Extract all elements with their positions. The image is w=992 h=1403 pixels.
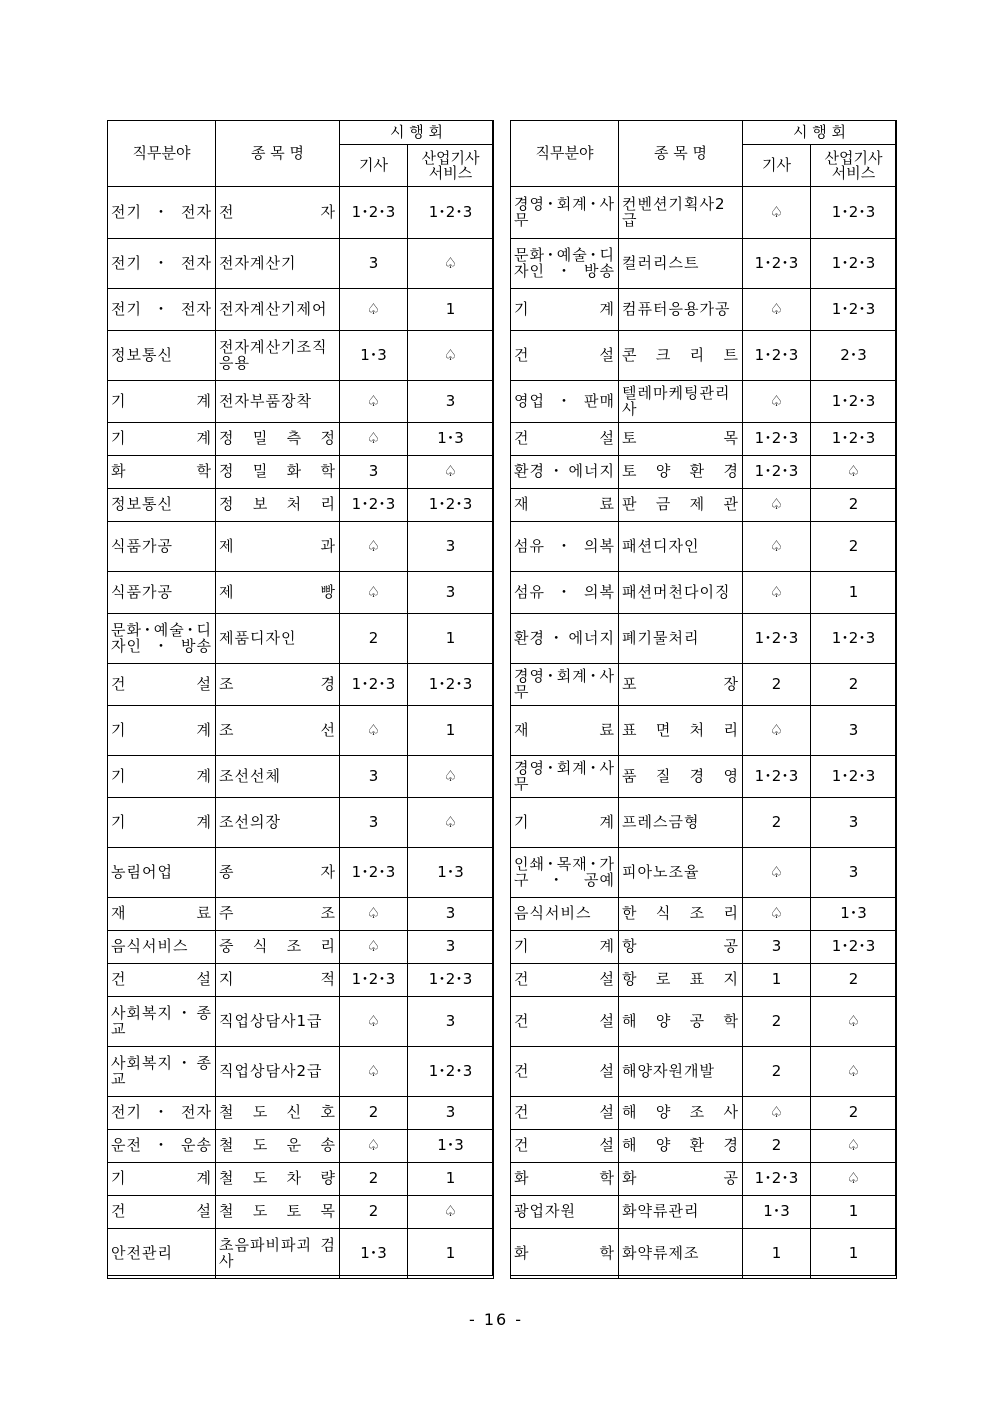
gisa-cell: 1･2･3 xyxy=(340,664,408,706)
gisa-cell: 1 xyxy=(743,964,811,997)
sanup-cell: 3 xyxy=(811,798,897,848)
table-row xyxy=(108,187,494,239)
item-cell: 화약류제조 xyxy=(619,1229,743,1279)
item-cell: 표 면 처 리 xyxy=(619,706,743,756)
table-row xyxy=(108,489,494,522)
table-row xyxy=(511,798,897,848)
field-cell: 정보통신 xyxy=(108,489,216,522)
item-cell: 판 금 제 관 xyxy=(619,489,743,522)
item-cell: 직업상담사2급 xyxy=(216,1047,340,1097)
field-cell: 광업자원 xyxy=(511,1196,619,1229)
table-row xyxy=(511,1097,897,1130)
table-row xyxy=(511,187,897,239)
sanup-cell: 1 xyxy=(811,572,897,614)
table-row xyxy=(511,381,897,423)
table-row xyxy=(108,898,494,931)
field-cell: 음식서비스 xyxy=(108,931,216,964)
field-cell: 건 설 xyxy=(511,1097,619,1130)
gisa-cell: 1･3 xyxy=(340,331,408,381)
table-row xyxy=(108,848,494,898)
item-cell: 조 경 xyxy=(216,664,340,706)
gisa-cell: 3 xyxy=(340,756,408,798)
item-cell: 정 밀 화 학 xyxy=(216,456,340,489)
header-exam: 시 행 회 xyxy=(340,121,494,145)
item-cell: 패션디자인 xyxy=(619,522,743,572)
field-cell: 기 계 xyxy=(108,798,216,848)
sanup-cell: 3 xyxy=(811,706,897,756)
item-cell: 직업상담사1급 xyxy=(216,997,340,1047)
table-row xyxy=(108,239,494,289)
field-cell: 경영･회계･사무 xyxy=(511,756,619,798)
field-cell: 기 계 xyxy=(108,706,216,756)
gisa-cell: 2 xyxy=(340,1097,408,1130)
sanup-cell: 1･2･3 xyxy=(408,1047,494,1097)
sanup-cell: 1 xyxy=(408,1229,494,1279)
field-cell: 기 계 xyxy=(108,423,216,456)
gisa-cell: 3 xyxy=(340,798,408,848)
gisa-cell: ♤ xyxy=(743,1097,811,1130)
sanup-cell: 3 xyxy=(408,931,494,964)
field-cell: 운전･운송 xyxy=(108,1130,216,1163)
table-row xyxy=(511,289,897,331)
gisa-cell: 3 xyxy=(340,456,408,489)
gisa-cell: 2 xyxy=(340,614,408,664)
gisa-cell: ♤ xyxy=(743,848,811,898)
field-cell: 식품가공 xyxy=(108,572,216,614)
table-row xyxy=(511,614,897,664)
table-row xyxy=(108,664,494,706)
table-row xyxy=(108,997,494,1047)
field-cell: 기 계 xyxy=(511,798,619,848)
gisa-cell: 1･2･3 xyxy=(743,423,811,456)
table-row xyxy=(108,522,494,572)
sanup-cell: ♤ xyxy=(408,331,494,381)
item-cell: 해 양 환 경 xyxy=(619,1130,743,1163)
sanup-cell: 1･2･3 xyxy=(811,423,897,456)
sanup-cell: 1･2･3 xyxy=(811,239,897,289)
table-row xyxy=(511,423,897,456)
table-row xyxy=(108,289,494,331)
item-cell: 제품디자인 xyxy=(216,614,340,664)
item-cell: 컬러리스트 xyxy=(619,239,743,289)
sanup-cell: 3 xyxy=(408,997,494,1047)
item-cell: 화약류관리 xyxy=(619,1196,743,1229)
table-row xyxy=(511,964,897,997)
field-cell: 재 료 xyxy=(108,898,216,931)
item-cell: 패션머천다이징 xyxy=(619,572,743,614)
gisa-cell: ♤ xyxy=(340,931,408,964)
sanup-cell: ♤ xyxy=(408,756,494,798)
table-row xyxy=(108,456,494,489)
gisa-cell: 1･2･3 xyxy=(340,964,408,997)
table-body-right xyxy=(511,187,897,1279)
gisa-cell: 1･2･3 xyxy=(743,756,811,798)
item-cell: 제 과 xyxy=(216,522,340,572)
gisa-cell: ♤ xyxy=(340,381,408,423)
header-item: 종 목 명 xyxy=(619,121,743,187)
field-cell: 농림어업 xyxy=(108,848,216,898)
sanup-cell: ♤ xyxy=(408,239,494,289)
field-cell: 기 계 xyxy=(108,1163,216,1196)
table-row xyxy=(511,1196,897,1229)
table-row xyxy=(511,1130,897,1163)
header-sanup-line1: 산업기사 xyxy=(421,148,480,167)
gisa-cell: ♤ xyxy=(743,289,811,331)
item-cell: 전자계산기 xyxy=(216,239,340,289)
field-cell: 영업･판매 xyxy=(511,381,619,423)
gisa-cell: ♤ xyxy=(340,572,408,614)
item-cell: 초음파비파괴 검사 xyxy=(216,1229,340,1279)
header-gisa: 기사 xyxy=(743,145,811,187)
field-cell: 건 설 xyxy=(511,964,619,997)
sanup-cell: 1･3 xyxy=(408,423,494,456)
sanup-cell: 1･3 xyxy=(811,898,897,931)
field-cell: 화 학 xyxy=(108,456,216,489)
field-cell: 섬유･의복 xyxy=(511,522,619,572)
sanup-cell: 3 xyxy=(408,1097,494,1130)
field-cell: 재 료 xyxy=(511,706,619,756)
sanup-cell: 3 xyxy=(408,381,494,423)
table-row xyxy=(108,423,494,456)
header-field: 직무분야 xyxy=(511,121,619,187)
sanup-cell: 3 xyxy=(408,898,494,931)
item-cell: 전 자 xyxy=(216,187,340,239)
table-row xyxy=(511,1163,897,1196)
table-row xyxy=(511,931,897,964)
sanup-cell: ♤ xyxy=(408,1196,494,1229)
gisa-cell: ♤ xyxy=(743,898,811,931)
gisa-cell: ♤ xyxy=(743,522,811,572)
field-cell: 문화･예술･디자인･방송 xyxy=(511,239,619,289)
field-cell: 화 학 xyxy=(511,1163,619,1196)
gisa-cell: ♤ xyxy=(743,381,811,423)
table-row xyxy=(108,798,494,848)
gisa-cell: 2 xyxy=(340,1196,408,1229)
table-row xyxy=(108,381,494,423)
item-cell: 품 질 경 영 xyxy=(619,756,743,798)
item-cell: 지 적 xyxy=(216,964,340,997)
gisa-cell: ♤ xyxy=(743,489,811,522)
sanup-cell: ♤ xyxy=(811,1130,897,1163)
gisa-cell: 1 xyxy=(743,1229,811,1279)
item-cell: 컴퓨터응용가공 xyxy=(619,289,743,331)
table-row xyxy=(108,1047,494,1097)
item-cell: 조선선체 xyxy=(216,756,340,798)
field-cell: 식품가공 xyxy=(108,522,216,572)
field-cell: 정보통신 xyxy=(108,331,216,381)
table-row xyxy=(511,239,897,289)
sanup-cell: 1 xyxy=(408,289,494,331)
table-row xyxy=(511,522,897,572)
item-cell: 종 자 xyxy=(216,848,340,898)
field-cell: 전기･전자 xyxy=(108,187,216,239)
sanup-cell: 1･2･3 xyxy=(811,756,897,798)
header-sanup-line1: 산업기사 xyxy=(824,148,883,167)
sanup-cell: 1 xyxy=(811,1229,897,1279)
gisa-cell: 1･2･3 xyxy=(340,848,408,898)
field-cell: 기 계 xyxy=(511,931,619,964)
item-cell: 텔레마케팅관리 사 xyxy=(619,381,743,423)
sanup-cell: 2 xyxy=(811,489,897,522)
sanup-cell: 1 xyxy=(408,706,494,756)
gisa-cell: 3 xyxy=(743,931,811,964)
table-row xyxy=(108,572,494,614)
table-row xyxy=(108,331,494,381)
sanup-cell: 1･2･3 xyxy=(811,289,897,331)
sanup-cell: 3 xyxy=(408,572,494,614)
item-cell: 한 식 조 리 xyxy=(619,898,743,931)
gisa-cell: ♤ xyxy=(340,706,408,756)
item-cell: 토 목 xyxy=(619,423,743,456)
page-number: - 16 - xyxy=(468,1310,524,1329)
item-cell: 정 밀 측 정 xyxy=(216,423,340,456)
exam-schedule-table-left xyxy=(107,120,494,1279)
field-cell: 건 설 xyxy=(511,331,619,381)
gisa-cell: 1･2･3 xyxy=(340,489,408,522)
field-cell: 건 설 xyxy=(511,1130,619,1163)
sanup-cell: 2 xyxy=(811,1097,897,1130)
field-cell: 건 설 xyxy=(511,997,619,1047)
item-cell: 전자부품장착 xyxy=(216,381,340,423)
table-row xyxy=(108,1163,494,1196)
table-row xyxy=(511,456,897,489)
table-row xyxy=(511,664,897,706)
table-body-left xyxy=(108,187,494,1279)
header-exam: 시 행 회 xyxy=(743,121,897,145)
table-row xyxy=(108,1196,494,1229)
field-cell: 건 설 xyxy=(511,423,619,456)
sanup-cell: 2･3 xyxy=(811,331,897,381)
field-cell: 안전관리 xyxy=(108,1229,216,1279)
item-cell: 피아노조율 xyxy=(619,848,743,898)
item-cell: 항 로 표 지 xyxy=(619,964,743,997)
item-cell: 철 도 차 량 xyxy=(216,1163,340,1196)
header-sanup xyxy=(811,145,897,187)
table-row xyxy=(108,1229,494,1279)
field-cell: 건 설 xyxy=(511,1047,619,1097)
sanup-cell: 1･2･3 xyxy=(811,381,897,423)
field-cell: 섬유･의복 xyxy=(511,572,619,614)
field-cell: 문화･예술･디자인･방송 xyxy=(108,614,216,664)
gisa-cell: 2 xyxy=(340,1163,408,1196)
field-cell: 건 설 xyxy=(108,964,216,997)
gisa-cell: 1･2･3 xyxy=(743,1163,811,1196)
exam-schedule-table-right xyxy=(510,120,897,1279)
item-cell: 철 도 신 호 xyxy=(216,1097,340,1130)
header-sanup-line2: 서비스 xyxy=(428,163,473,182)
field-cell: 기 계 xyxy=(108,756,216,798)
table-row xyxy=(511,706,897,756)
gisa-cell: ♤ xyxy=(340,1130,408,1163)
sanup-cell: ♤ xyxy=(811,1163,897,1196)
field-cell: 전기･전자 xyxy=(108,289,216,331)
gisa-cell: 1･2･3 xyxy=(743,614,811,664)
header-sanup-line2: 서비스 xyxy=(831,163,876,182)
gisa-cell: 1･2･3 xyxy=(743,239,811,289)
gisa-cell: 1･2･3 xyxy=(340,187,408,239)
field-cell: 사회복지･종교 xyxy=(108,997,216,1047)
item-cell: 전자계산기제어 xyxy=(216,289,340,331)
table-row xyxy=(511,848,897,898)
item-cell: 해양자원개발 xyxy=(619,1047,743,1097)
field-cell: 화 학 xyxy=(511,1229,619,1279)
sanup-cell: 1･2･3 xyxy=(811,931,897,964)
item-cell: 프레스금형 xyxy=(619,798,743,848)
item-cell: 해 양 공 학 xyxy=(619,997,743,1047)
sanup-cell: 1･2･3 xyxy=(408,664,494,706)
sanup-cell: ♤ xyxy=(811,456,897,489)
field-cell: 재 료 xyxy=(511,489,619,522)
item-cell: 조 선 xyxy=(216,706,340,756)
table-row xyxy=(108,1097,494,1130)
gisa-cell: ♤ xyxy=(743,187,811,239)
sanup-cell: 2 xyxy=(811,964,897,997)
field-cell: 사회복지･종교 xyxy=(108,1047,216,1097)
field-cell: 기 계 xyxy=(108,381,216,423)
gisa-cell: 1･2･3 xyxy=(743,331,811,381)
sanup-cell: 2 xyxy=(811,522,897,572)
gisa-cell: 1･3 xyxy=(340,1229,408,1279)
sanup-cell: 1･2･3 xyxy=(408,964,494,997)
item-cell: 해 양 조 사 xyxy=(619,1097,743,1130)
gisa-cell: ♤ xyxy=(340,1047,408,1097)
gisa-cell: 2 xyxy=(743,664,811,706)
table-row xyxy=(108,706,494,756)
field-cell: 경영･회계･사무 xyxy=(511,187,619,239)
sanup-cell: 1･2･3 xyxy=(811,187,897,239)
table-row xyxy=(108,931,494,964)
gisa-cell: 1･2･3 xyxy=(743,456,811,489)
table-row xyxy=(511,1229,897,1279)
field-cell: 건 설 xyxy=(108,664,216,706)
table-row xyxy=(511,997,897,1047)
item-cell: 정 보 처 리 xyxy=(216,489,340,522)
field-cell: 건 설 xyxy=(108,1196,216,1229)
table-row xyxy=(511,898,897,931)
item-cell: 제 빵 xyxy=(216,572,340,614)
item-cell: 중 식 조 리 xyxy=(216,931,340,964)
table-row xyxy=(108,1130,494,1163)
sanup-cell: 3 xyxy=(811,848,897,898)
field-cell: 전기･전자 xyxy=(108,1097,216,1130)
table-row xyxy=(511,331,897,381)
sanup-cell: ♤ xyxy=(408,798,494,848)
sanup-cell: 1･3 xyxy=(408,848,494,898)
item-cell: 조선의장 xyxy=(216,798,340,848)
item-cell: 철 도 운 송 xyxy=(216,1130,340,1163)
item-cell: 폐기물처리 xyxy=(619,614,743,664)
item-cell: 포 장 xyxy=(619,664,743,706)
table-row xyxy=(108,756,494,798)
sanup-cell: 1･2･3 xyxy=(408,489,494,522)
header-gisa: 기사 xyxy=(340,145,408,187)
gisa-cell: ♤ xyxy=(340,997,408,1047)
field-cell: 전기･전자 xyxy=(108,239,216,289)
table-row xyxy=(108,614,494,664)
header-field: 직무분야 xyxy=(108,121,216,187)
sanup-cell: ♤ xyxy=(811,1047,897,1097)
sanup-cell: 2 xyxy=(811,664,897,706)
gisa-cell: 2 xyxy=(743,798,811,848)
gisa-cell: ♤ xyxy=(340,522,408,572)
sanup-cell: 1 xyxy=(408,1163,494,1196)
gisa-cell: 2 xyxy=(743,1047,811,1097)
table-row xyxy=(511,572,897,614)
item-cell: 화 공 xyxy=(619,1163,743,1196)
item-cell: 철 도 토 목 xyxy=(216,1196,340,1229)
table-row xyxy=(511,489,897,522)
gisa-cell: 2 xyxy=(743,1130,811,1163)
field-cell: 인쇄･목재･가구･공예 xyxy=(511,848,619,898)
field-cell: 경영･회계･사무 xyxy=(511,664,619,706)
header-sanup xyxy=(408,145,494,187)
item-cell: 주 조 xyxy=(216,898,340,931)
gisa-cell: 2 xyxy=(743,997,811,1047)
field-cell: 환경･에너지 xyxy=(511,456,619,489)
item-cell: 항 공 xyxy=(619,931,743,964)
sanup-cell: 3 xyxy=(408,522,494,572)
sanup-cell: ♤ xyxy=(811,997,897,1047)
table-row xyxy=(108,964,494,997)
sanup-cell: ♤ xyxy=(408,456,494,489)
gisa-cell: ♤ xyxy=(340,898,408,931)
header-item: 종 목 명 xyxy=(216,121,340,187)
gisa-cell: 1･3 xyxy=(743,1196,811,1229)
item-cell: 전자계산기조직 응용 xyxy=(216,331,340,381)
sanup-cell: 1･2･3 xyxy=(408,187,494,239)
gisa-cell: ♤ xyxy=(743,572,811,614)
item-cell: 토 양 환 경 xyxy=(619,456,743,489)
gisa-cell: ♤ xyxy=(340,289,408,331)
field-cell: 환경･에너지 xyxy=(511,614,619,664)
gisa-cell: ♤ xyxy=(743,706,811,756)
table-row xyxy=(511,1047,897,1097)
field-cell: 기 계 xyxy=(511,289,619,331)
table-row xyxy=(511,756,897,798)
gisa-cell: ♤ xyxy=(340,423,408,456)
item-cell: 콘 크 리 트 xyxy=(619,331,743,381)
sanup-cell: 1･3 xyxy=(408,1130,494,1163)
sanup-cell: 1 xyxy=(811,1196,897,1229)
sanup-cell: 1･2･3 xyxy=(811,614,897,664)
gisa-cell: 3 xyxy=(340,239,408,289)
field-cell: 음식서비스 xyxy=(511,898,619,931)
item-cell: 컨벤션기획사2급 xyxy=(619,187,743,239)
sanup-cell: 1 xyxy=(408,614,494,664)
